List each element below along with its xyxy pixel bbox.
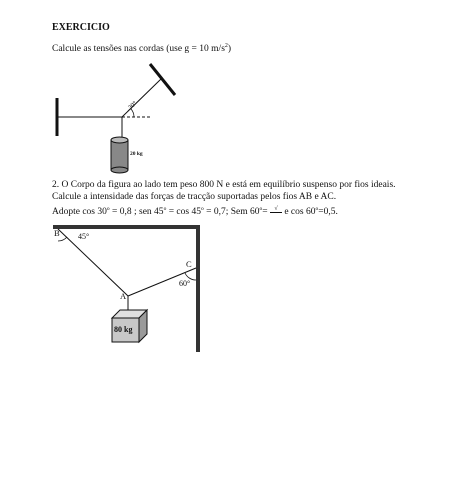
label-b: B [54,228,60,238]
label-a: A [120,291,127,301]
deg-sup-2: o [163,206,167,212]
label-c: C [186,259,192,269]
q1-prompt-text: Calcule as tensões nas cordas (use g = 10 m/s [52,44,225,55]
q2-line-3-f: e cos 60 [281,207,316,218]
q2-line-3-g: =0,5. [318,207,338,218]
q2-line-3-e: = [262,207,270,218]
block-label: 80 kg [114,325,133,334]
sqrt-fraction: √ [270,206,282,213]
deg-sup-3: o [200,206,204,212]
q2-line-3-c: = cos 45 [166,207,201,218]
q2-line-2: Calcule a intensidade das forças de tracção suportadas pelos fios AB e AC. [52,192,337,202]
q2-line-3-a: Adopte cos 30 [52,207,107,218]
deg-sup-1: o [106,206,110,212]
q2-line-3-b: = 0,8 ; sen 45 [109,207,164,218]
cylinder-top [111,137,128,143]
cylinder-body [111,140,128,170]
cylinder-bottom [111,167,128,173]
deg-sup-5: o [315,206,319,212]
q2-line-3 [52,206,338,217]
angle-30-label: 30° [127,99,139,112]
mass-label: 20 kg [130,151,143,157]
q1-prompt-sup: 2 [224,43,228,49]
angle-60-label: 60° [179,279,191,288]
q2-line-1: 2. O Corpo da figura ao lado tem peso 800 N e está em equilíbrio suspenso por fios ideais. [52,180,396,190]
deg-sup-4: o [259,206,263,212]
page-title: EXERCICIO [52,22,110,33]
rope-ab [58,229,128,296]
q1-prompt-close: ) [227,44,232,55]
tilted-ceiling [150,64,175,95]
angle-45-label: 45° [78,232,90,241]
inclined-rope [122,79,161,117]
q2-line-3-d: = 0,7; Sem 60 [203,207,260,218]
